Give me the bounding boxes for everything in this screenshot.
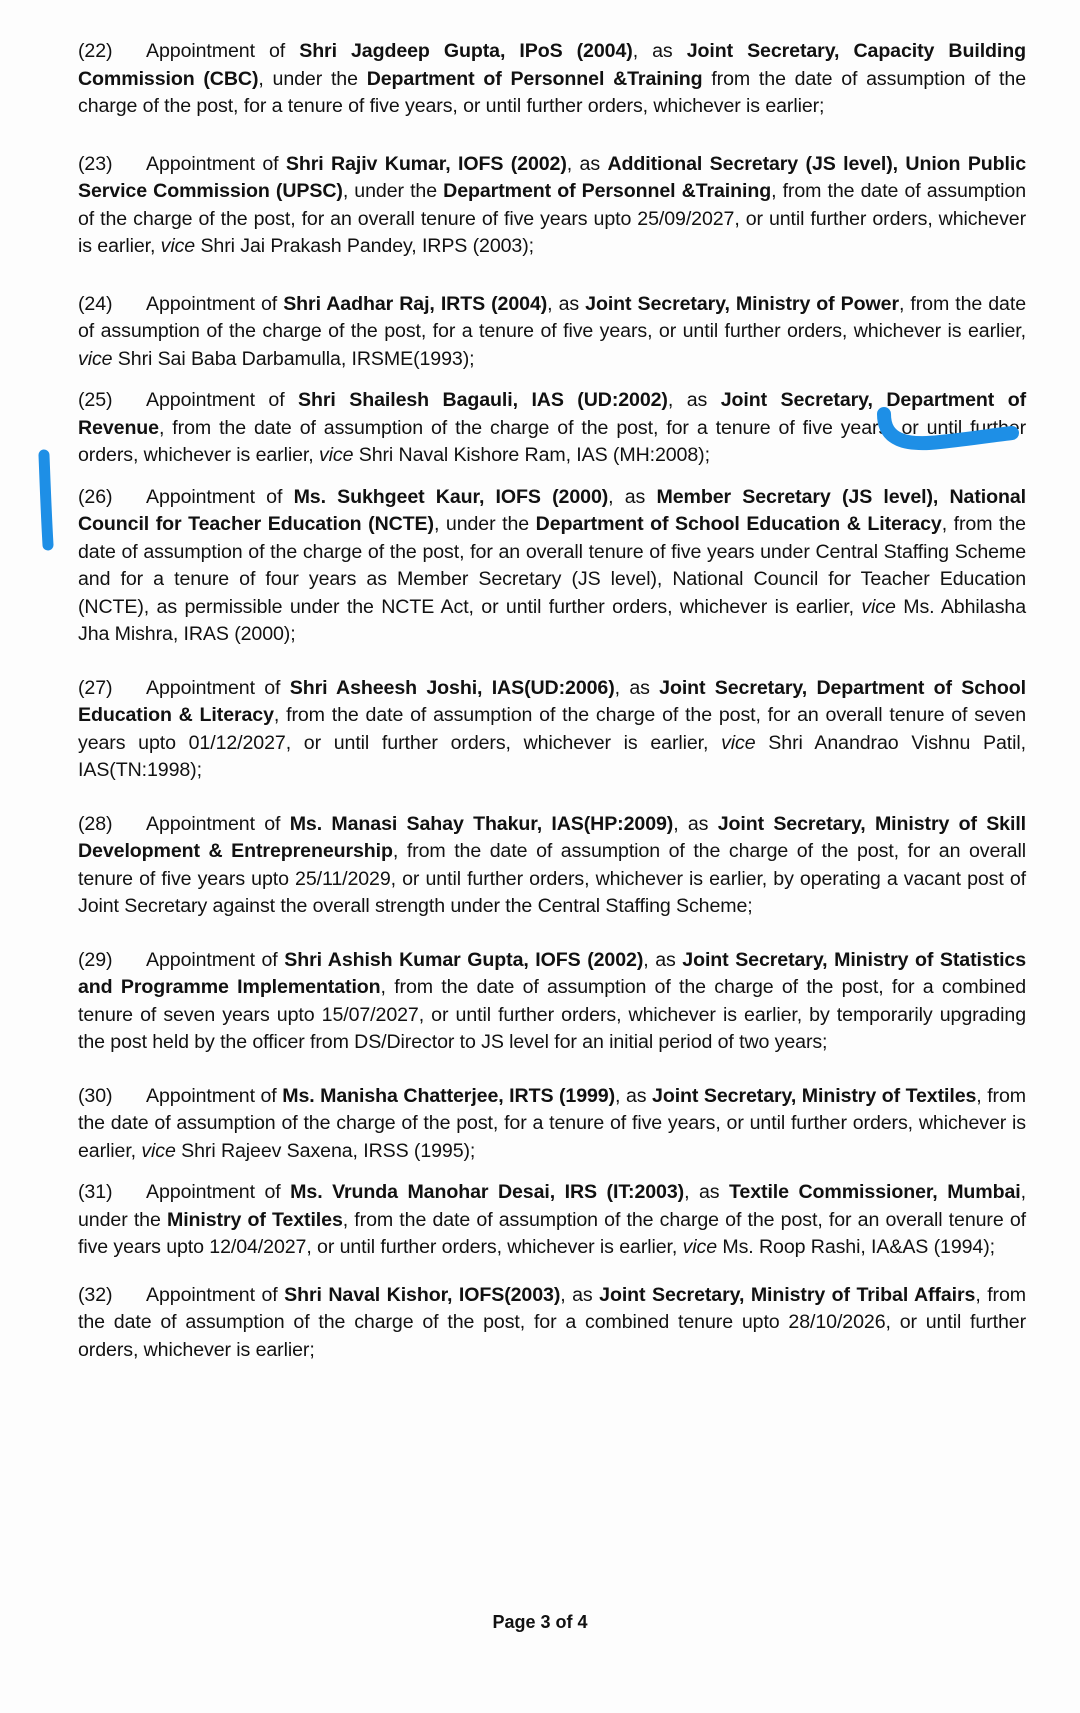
item-text: , from the date of assumption of the charge of the post, for a tenure of five years, or until further orders, whichever is earlier, — [78, 1084, 1027, 1162]
bold-text: Joint Secretary, Ministry of Statistics and Programme Implementation — [78, 948, 1027, 998]
bold-text: Ministry of Textiles — [166, 1208, 343, 1231]
item-number: (26) — [78, 485, 113, 508]
appointment-item — [78, 811, 1026, 921]
item-number: (25) — [78, 389, 113, 411]
item-number: (30) — [78, 1084, 113, 1107]
item-number: (31) — [78, 1181, 113, 1203]
item-text: Ms. Roop Rashi, IA&AS (1994); — [717, 1236, 995, 1258]
item-text: Appointment of — [146, 389, 299, 411]
item-text: , as — [667, 389, 721, 411]
bold-text: Joint Secretary, Department of School Education & Literacy — [78, 676, 1026, 726]
appointment-item — [78, 151, 1026, 261]
bold-text: Shri Asheesh Joshi, IAS(UD:2006) — [289, 676, 615, 699]
item-text: , under the — [78, 1181, 1026, 1231]
bold-text: Member Secretary (JS level), National Council for Teacher Education (NCTE) — [78, 485, 1026, 535]
item-number: (29) — [78, 948, 113, 971]
item-text: , as — [684, 1181, 730, 1203]
item-text: , under the — [342, 180, 444, 202]
item-number: (32) — [78, 1283, 113, 1306]
appointment-item — [78, 1179, 1026, 1262]
bold-text: Textile Commissioner, Mumbai — [729, 1181, 1021, 1203]
item-text: , as — [614, 676, 660, 699]
item-text: , from the date of assumption of the charge of the post, for a tenure of five years, or until further orders, whichever is earlier, — [78, 416, 1026, 466]
bold-text: Joint Secretary, Capacity Building Commission (CBC) — [78, 40, 1026, 90]
item-text: , from the date of assumption of the charge of the post, for a combined tenure upto 28/10/2026, or until further orders, whichever is earlier; — [78, 1283, 1026, 1361]
item-text: Appointment of — [146, 948, 285, 971]
item-text: Shri Anandrao Vishnu Patil, IAS(TN:1998); — [78, 731, 1026, 781]
italic-text: vice — [682, 1236, 718, 1258]
bold-text: Joint Secretary, Ministry of Power — [585, 292, 899, 315]
appointment-item — [78, 38, 1026, 121]
appointment-item — [78, 1083, 1026, 1166]
bold-text: Department of School Education & Literacy — [535, 513, 942, 535]
item-text: , as — [673, 812, 718, 835]
italic-text: vice — [318, 444, 354, 466]
item-text: Shri Rajeev Saxena, IRSS (1995); — [175, 1139, 476, 1162]
item-text: Shri Jai Prakash Pandey, IRPS (2003); — [195, 235, 534, 257]
appointment-item — [78, 291, 1026, 374]
item-text: Appointment of — [146, 812, 290, 835]
bold-text: Department of Personnel &Training — [366, 67, 703, 90]
item-number: (22) — [78, 40, 113, 62]
bold-text: Joint Secretary, Ministry of Skill Development & Entrepreneurship — [78, 812, 1027, 862]
bold-text: Joint Secretary, Ministry of Textiles — [652, 1084, 977, 1107]
item-text: Shri Naval Kishore Ram, IAS (MH:2008); — [353, 444, 710, 466]
appointment-list — [78, 38, 1026, 1364]
item-text: Appointment of — [146, 676, 290, 699]
appointment-item — [78, 484, 1026, 649]
item-text: , from the date of assumption of the charge of the post, for an overall tenure of five years upto 25/09/2027, or until further orders, whichever is earlier, — [78, 180, 1026, 257]
item-text: , as — [615, 1084, 653, 1107]
bold-text: Ms. Manisha Chatterjee, IRTS (1999) — [282, 1084, 616, 1107]
appointment-item — [78, 1282, 1026, 1365]
item-text: , as — [608, 485, 657, 508]
blue-margin-mark — [44, 455, 48, 545]
item-number: (28) — [78, 812, 113, 835]
italic-text: vice — [141, 1139, 176, 1162]
item-text: Appointment of — [146, 152, 286, 175]
item-text: , as — [566, 152, 608, 175]
item-text: , from the date of assumption of the charge of the post, for an overall tenure of five years under Central Staffing Scheme and for a tenure of four years as Member Secretary (JS level), National Council for Teacher Education (NCTE), as permissible under the NCTE Act, or until further orders, whichever is earlier, — [78, 513, 1026, 618]
italic-text: vice — [861, 595, 896, 618]
item-text: Appointment of — [146, 485, 294, 508]
bold-text: Additional Secretary (JS level), Union Public Service Commission (UPSC) — [78, 152, 1027, 202]
bold-text: Shri Naval Kishor, IOFS(2003) — [284, 1283, 561, 1306]
item-text: , from the date of assumption of the charge of the post, for an overall tenure of five years upto 12/04/2027, or until further orders, whichever is earlier, — [78, 1208, 1026, 1258]
appointment-item — [78, 947, 1026, 1057]
item-text: , from the date of assumption of the charge of the post, for a tenure of five years, or until further orders, whichever is earlier, — [78, 292, 1026, 342]
italic-text: vice — [78, 347, 113, 370]
item-number: (27) — [78, 676, 113, 699]
appointment-item — [78, 387, 1026, 470]
item-text: , as — [643, 948, 683, 971]
item-text: , from the date of assumption of the charge of the post, for an overall tenure of five years upto 25/11/2029, or until further orders, whichever is earlier, by operating a vacant post of Joint Secretary against the overall strength under the Central Staffing Scheme; — [78, 840, 1026, 917]
page-number: Page 3 of 4 — [492, 1612, 588, 1632]
italic-text: vice — [160, 235, 196, 257]
item-text: , as — [547, 292, 586, 315]
item-text: , from the date of assumption of the charge of the post, for an overall tenure of seven years upto 01/12/2027, or until further orders, whichever is earlier, — [78, 704, 1026, 754]
bold-text: Shri Rajiv Kumar, IOFS (2002) — [285, 152, 567, 175]
item-text: Appointment of — [146, 292, 284, 315]
italic-text: vice — [721, 731, 756, 754]
item-text: Appointment of — [146, 1084, 283, 1107]
item-text: from the date of assumption of the charge of the post, for a tenure of five years, or until further orders, whichever is earlier; — [78, 67, 1026, 117]
bold-text: Ms. Sukhgeet Kaur, IOFS (2000) — [293, 485, 609, 508]
item-text: Appointment of — [146, 40, 300, 62]
item-number: (23) — [78, 152, 113, 175]
item-text: , under the — [258, 67, 367, 90]
item-text: , under the — [433, 513, 536, 535]
appointment-item — [78, 675, 1026, 785]
bold-text: Department of Personnel &Training — [443, 180, 772, 202]
bold-text: Shri Jagdeep Gupta, IPoS (2004) — [299, 40, 633, 62]
item-text: , as — [632, 40, 687, 62]
item-text: , as — [560, 1283, 600, 1306]
bold-text: Shri Aadhar Raj, IRTS (2004) — [283, 292, 548, 315]
item-text: Ms. Abhilasha Jha Mishra, IRAS (2000); — [78, 595, 1026, 645]
bold-text: Shri Ashish Kumar Gupta, IOFS (2002) — [284, 948, 644, 971]
bold-text: Ms. Vrunda Manohar Desai, IRS (IT:2003) — [290, 1181, 685, 1203]
bold-text: Joint Secretary, Ministry of Tribal Affairs — [599, 1283, 976, 1306]
bold-text: Ms. Manasi Sahay Thakur, IAS(HP:2009) — [289, 812, 674, 835]
item-text: Appointment of — [146, 1283, 285, 1306]
bold-text: Joint Secretary, Department of Revenue — [78, 389, 1026, 439]
item-text: Shri Sai Baba Darbamulla, IRSME(1993); — [112, 347, 475, 370]
item-text: Appointment of — [146, 1181, 291, 1203]
item-number: (24) — [78, 292, 113, 315]
item-text: , from the date of assumption of the charge of the post, for a combined tenure of seven years upto 15/07/2027, or until further orders, whichever is earlier, by temporarily upgrading the post held by the officer from DS/Director to JS level for an initial period of two years; — [78, 976, 1026, 1053]
bold-text: Shri Shailesh Bagauli, IAS (UD:2002) — [298, 389, 668, 411]
